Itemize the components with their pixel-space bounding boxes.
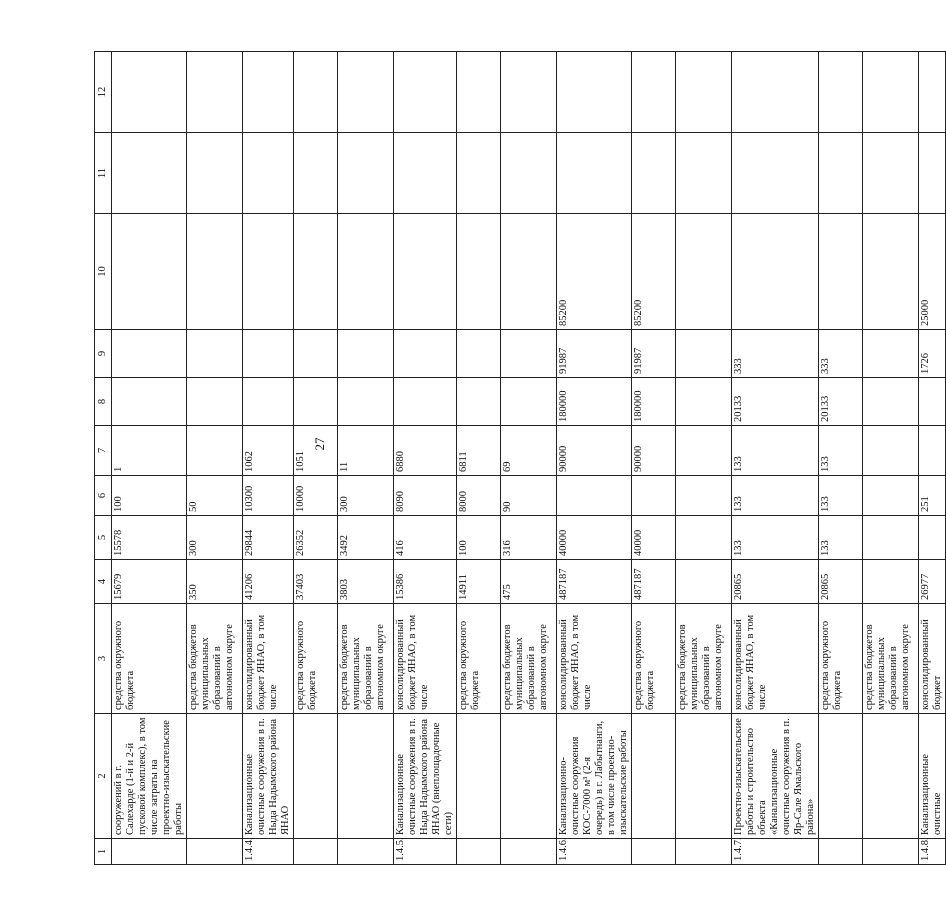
value-cell [632,476,676,516]
table-row [732,52,819,865]
value-cell [394,52,457,133]
value-cell: 41206 [243,560,294,604]
object-name-cell: Канализационно-очистные сооружения КОС-7000 м³ (2-я очередь) в г. Лабытнанги, в том числе проектно-изыскательские работы [557,714,632,839]
value-cell: 26352 [294,516,338,560]
value-cell: 50 [187,476,243,516]
value-cell: 8090 [394,476,457,516]
value-cell [457,133,501,214]
value-cell [676,133,732,214]
value-cell [394,214,457,330]
value-cell: 133 [732,476,819,516]
value-cell [557,133,632,214]
value-cell [243,330,294,378]
value-cell [919,378,946,426]
value-cell: 8000 [457,476,501,516]
value-cell: 69 [501,426,557,476]
value-cell: 90000 [557,426,632,476]
value-cell [557,476,632,516]
value-cell [294,133,338,214]
value-cell [457,214,501,330]
value-cell [338,133,394,214]
value-cell [187,52,243,133]
row-number-cell: 1.4.8. [919,839,946,865]
object-name-cell [819,714,863,839]
row-number-cell [863,839,919,865]
value-cell [863,214,919,330]
value-cell: 29844 [243,516,294,560]
object-name-cell [632,714,676,839]
value-cell: 25000 [919,214,946,330]
value-cell [112,214,187,330]
value-cell: 133 [819,516,863,560]
header-cell: 7 [95,426,112,476]
table-row [501,52,557,865]
object-name-cell [294,714,338,839]
value-cell: 100 [457,516,501,560]
value-cell [732,52,819,133]
header-cell: 2 [95,714,112,839]
value-cell: 26977 [919,560,946,604]
table-row [676,52,732,865]
value-cell [863,476,919,516]
value-cell [919,52,946,133]
value-cell: 180000 [632,378,676,426]
value-cell [501,378,557,426]
object-name-cell: сооружений в г. Салехарде (1-й и 2-й пусковой комплекс), в том числе затраты на проектно-изыскательские работы [112,714,187,839]
budget-table [94,51,946,865]
table-row [112,52,187,865]
value-cell: 487187 [557,560,632,604]
value-cell: 91987 [557,330,632,378]
value-cell [863,516,919,560]
value-cell [112,52,187,133]
object-name-cell: Проектно-изыскательские работы и строительство объекта «Канализационные очистные сооружения в п. Яр-Сале Ямальского района» [732,714,819,839]
row-number-cell: 1.4.6. [557,839,632,865]
object-name-cell [863,714,919,839]
table-row [632,52,676,865]
table-row [919,52,946,865]
table-row [863,52,919,865]
funding-source-cell: средства бюджетов муниципальных образований в автономном округе [863,604,919,714]
value-cell: 20133 [732,378,819,426]
value-cell: 3492 [338,516,394,560]
header-row [95,52,112,865]
funding-source-cell: средства окружного бюджета [294,604,338,714]
funding-source-cell: средства окружного бюджета [457,604,501,714]
value-cell: 20865 [819,560,863,604]
funding-source-cell: средства бюджетов муниципальных образований в автономном округе [676,604,732,714]
object-name-cell: Канализационные очистные [919,714,946,839]
value-cell [863,52,919,133]
value-cell [819,214,863,330]
value-cell: 20865 [732,560,819,604]
table-row [394,52,457,865]
value-cell [294,330,338,378]
value-cell: 3803 [338,560,394,604]
row-number-cell: 1.4.4. [243,839,294,865]
value-cell: 11 [338,426,394,476]
value-cell [394,378,457,426]
value-cell [501,133,557,214]
value-cell: 133 [819,426,863,476]
row-number-cell [501,839,557,865]
value-cell: 333 [732,330,819,378]
value-cell: 85200 [557,214,632,330]
value-cell [112,378,187,426]
value-cell: 133 [819,476,863,516]
value-cell [632,133,676,214]
funding-source-cell: средства бюджетов муниципальных образований в автономном округе [338,604,394,714]
value-cell [294,378,338,426]
value-cell [676,214,732,330]
value-cell [338,330,394,378]
value-cell [676,516,732,560]
funding-source-cell: консолидированный бюджет ЯНАО, в том числе [557,604,632,714]
value-cell [457,378,501,426]
value-cell [919,426,946,476]
value-cell [338,214,394,330]
value-cell: 133 [732,426,819,476]
value-cell [394,330,457,378]
row-number-cell [294,839,338,865]
value-cell: 91987 [632,330,676,378]
object-name-cell [457,714,501,839]
value-cell [676,560,732,604]
row-number-cell [457,839,501,865]
value-cell: 40000 [632,516,676,560]
value-cell: 133 [732,516,819,560]
value-cell [557,52,632,133]
value-cell: 475 [501,560,557,604]
object-name-cell [187,714,243,839]
value-cell: 487187 [632,560,676,604]
header-cell: 1 [95,839,112,865]
row-number-cell [187,839,243,865]
value-cell: 251 [919,476,946,516]
value-cell [187,378,243,426]
funding-source-cell: средства окружного бюджета [632,604,676,714]
header-cell: 3 [95,604,112,714]
table-row [294,52,338,865]
value-cell [243,52,294,133]
value-cell: 6880 [394,426,457,476]
value-cell [863,330,919,378]
row-number-cell: 1.4.5. [394,839,457,865]
value-cell [187,133,243,214]
row-number-cell: 1.4.7. [732,839,819,865]
value-cell [501,330,557,378]
value-cell [294,214,338,330]
value-cell [338,378,394,426]
table-row [243,52,294,865]
funding-source-cell: консолидированный бюджет [919,604,946,714]
value-cell: 100 [112,476,187,516]
header-cell: 4 [95,560,112,604]
value-cell [676,476,732,516]
value-cell: 1051 [294,426,338,476]
object-name-cell [338,714,394,839]
value-cell: 300 [338,476,394,516]
value-cell [501,214,557,330]
value-cell [294,52,338,133]
value-cell: 6811 [457,426,501,476]
value-cell [394,133,457,214]
table-body [95,52,946,865]
value-cell [112,133,187,214]
funding-source-cell: консолидированный бюджет ЯНАО, в том числе [732,604,819,714]
funding-source-cell: консолидированный бюджет ЯНАО, в том числе [394,604,457,714]
row-number-cell [676,839,732,865]
value-cell: 300 [187,516,243,560]
header-cell: 9 [95,330,112,378]
funding-source-cell: консолидированный бюджет ЯНАО, в том числе [243,604,294,714]
value-cell [112,330,187,378]
header-cell: 5 [95,516,112,560]
row-number-cell [112,839,187,865]
funding-source-cell: средства бюджетов муниципальных образований в автономном округе [187,604,243,714]
value-cell [819,133,863,214]
value-cell: 10300 [243,476,294,516]
value-cell [457,330,501,378]
value-cell [338,52,394,133]
object-name-cell: Канализационные очистные сооружения в п. Ныда Надымского района ЯНАО [243,714,294,839]
value-cell [919,133,946,214]
value-cell [676,52,732,133]
header-cell: 11 [95,133,112,214]
table-row [557,52,632,865]
value-cell: 15386 [394,560,457,604]
header-cell: 6 [95,476,112,516]
value-cell: 10000 [294,476,338,516]
value-cell [863,378,919,426]
value-cell [863,426,919,476]
value-cell: 1726 [919,330,946,378]
value-cell: 90 [501,476,557,516]
funding-source-cell: средства окружного бюджета [819,604,863,714]
value-cell [501,52,557,133]
value-cell: 20133 [819,378,863,426]
header-cell: 12 [95,52,112,133]
value-cell: 90000 [632,426,676,476]
value-cell [676,378,732,426]
value-cell: 14911 [457,560,501,604]
funding-source-cell: средства окружного бюджета [112,604,187,714]
value-cell [676,330,732,378]
value-cell [732,133,819,214]
value-cell: 85200 [632,214,676,330]
value-cell: 350 [187,560,243,604]
funding-source-cell: средства бюджетов муниципальных образований в автономном округе [501,604,557,714]
value-cell [187,330,243,378]
value-cell [819,52,863,133]
value-cell: 180000 [557,378,632,426]
value-cell: 15679 [112,560,187,604]
value-cell [632,52,676,133]
object-name-cell [676,714,732,839]
value-cell [243,378,294,426]
value-cell [863,560,919,604]
value-cell [243,133,294,214]
value-cell: 316 [501,516,557,560]
value-cell: 37403 [294,560,338,604]
table-row [187,52,243,865]
table-row [457,52,501,865]
value-cell: 333 [819,330,863,378]
header-cell: 10 [95,214,112,330]
value-cell: 416 [394,516,457,560]
value-cell: 1062 [243,426,294,476]
value-cell [187,214,243,330]
row-number-cell [819,839,863,865]
row-number-cell [632,839,676,865]
value-cell: 15578 [112,516,187,560]
object-name-cell [501,714,557,839]
header-cell: 8 [95,378,112,426]
value-cell: 1 [112,426,187,476]
table-row [819,52,863,865]
row-number-cell [338,839,394,865]
page-number: 27 [312,437,327,451]
budget-table-wrapper [94,52,943,865]
value-cell [457,52,501,133]
value-cell [732,214,819,330]
value-cell [187,426,243,476]
value-cell: 40000 [557,516,632,560]
value-cell [676,426,732,476]
value-cell [863,133,919,214]
value-cell [243,214,294,330]
object-name-cell: Канализационные очистные сооружения в п. Ныда Надымского района ЯНАО (внеплощадочные сети) [394,714,457,839]
value-cell [919,516,946,560]
table-row [338,52,394,865]
